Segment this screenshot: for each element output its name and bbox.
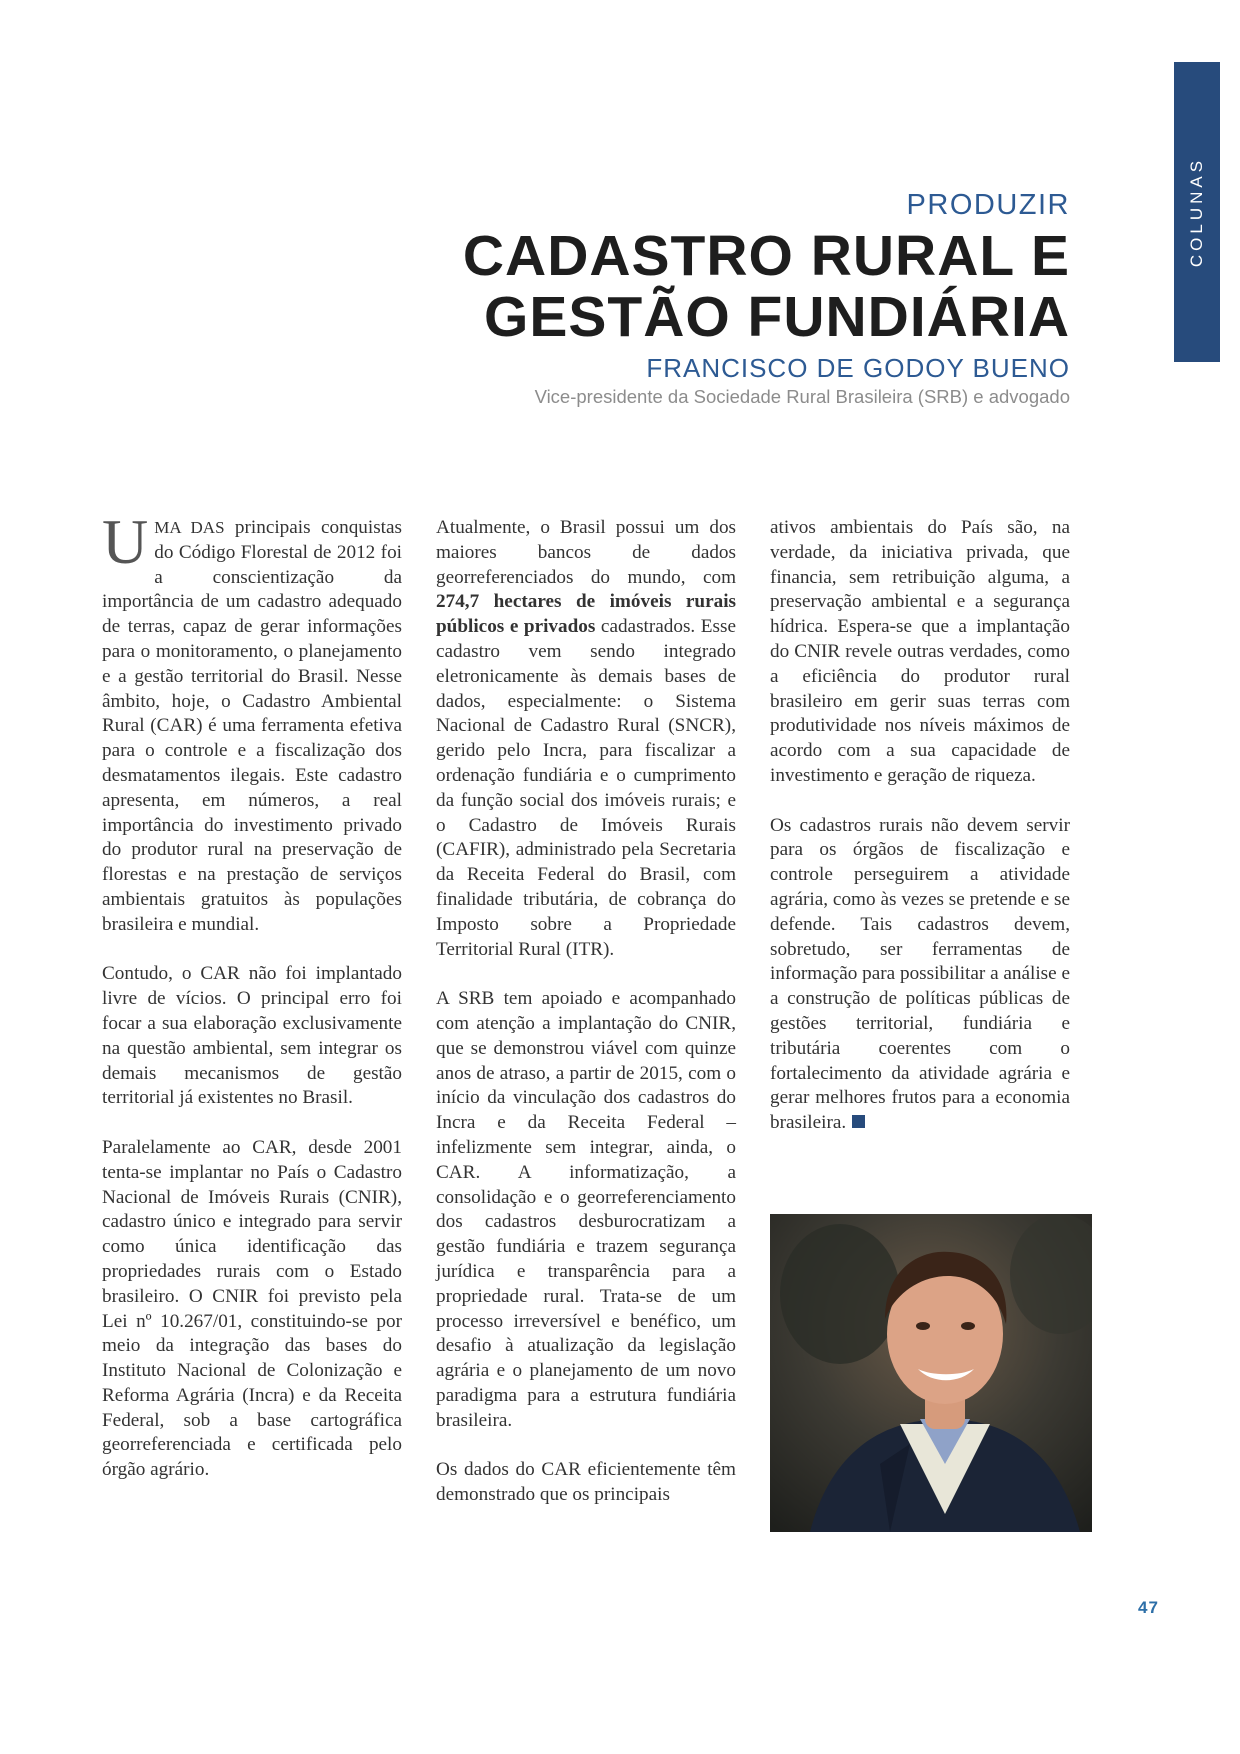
end-of-article-mark xyxy=(852,1115,865,1128)
paragraph-text: principais conquistas do Código Florestal de 2012 foi a conscientização da importância de um cadastro adequado de terras, capaz de gerar informações para o monitoramento, o planejamento e a gestão territorial do Brasil. Nesse âmbito, hoje, o Cadastro Ambiental Rural (CAR) é uma ferramenta efetiva para o controle e a fiscalização dos desmatamentos ilegais. Este cadastro apresenta, em números, a real importância do investimento privado do produtor rural na preservação de florestas e na prestação de serviços ambientais gratuitos às populações brasileira e mundial. xyxy=(102,517,402,935)
page-number: 47 xyxy=(1138,1598,1159,1617)
paragraph-text: Atualmente, o Brasil possui um dos maiores bancos de dados georreferenciados do mundo, com xyxy=(436,517,736,588)
article-column-1 xyxy=(102,506,402,1508)
paragraph: A SRB tem apoiado e acompanhado com atenção a implantação do CNIR, que se demonstrou viável com quinze anos de atraso, a partir de 2015, com o início da vinculação dos cadastros do Incra e da Receita Federal – infelizmente sem integrar, ainda, o CAR. A informatização, a consolidação e o georreferenciamento dos cadastros desburocratizam a gestão fundiária e trazem segurança jurídica e transparência para a propriedade rural. Trata-se de um processo irreversível e benéfico, um desafio à atualização da legislação agrária e o planejamento de um novo paradigma para a estrutura fundiária brasileira. xyxy=(436,988,736,1431)
author-portrait-illustration xyxy=(770,1214,1092,1532)
paragraph-text: cadastrados. Esse cadastro vem sendo integrado eletronicamente às demais bases de dados, especialmente: o Sistema Nacional de Cadastro Rural (SNCR), gerido pelo Incra, para fiscalizar a ordenação fundiária e o cumprimento da função social dos imóveis rurais; e o Cadastro de Imóveis Rurais (CAFIR), administrado pela Secretaria da Receita Federal do Brasil, com finalidade tributária, de cobrança do Imposto sobre a Propriedade Territorial Rural (ITR). xyxy=(436,616,736,960)
paragraph: Os dados do CAR eficientemente têm demonstrado que os principais xyxy=(436,1459,736,1506)
highlight-figure: 274,7 hectares de imóveis rurais públicos e privados xyxy=(436,591,736,638)
paragraph xyxy=(770,814,1070,1136)
paragraph: Paralelamente ao CAR, desde 2001 tenta-se implantar no País o Cadastro Nacional de Imóveis Rurais (CNIR), cadastro único e integrado para servir como única identificação das propriedades rurais com o Estado brasileiro. O CNIR foi previsto pela Lei nº 10.267/01, constituindo-se por meio da integração das bases do Instituto Nacional de Colonização e Reforma Agrária (Incra) e da Receita Federal, sob a base cartográfica georreferenciada e certificada pelo órgão agrário. xyxy=(102,1136,402,1481)
author-role: Vice-presidente da Sociedade Rural Brasileira (SRB) e advogado xyxy=(534,386,1070,407)
article-title-line-1: CADASTRO RURAL E xyxy=(462,224,1070,288)
article-title-line-2: GESTÃO FUNDIÁRIA xyxy=(484,285,1070,349)
author-name: FRANCISCO DE GODOY BUENO xyxy=(646,353,1070,383)
author-photo xyxy=(770,1214,1092,1532)
paragraph xyxy=(436,516,736,962)
article-header xyxy=(463,188,1070,409)
paragraph: Contudo, o CAR não foi implantado livre de vícios. O principal erro foi focar a sua elaboração exclusivamente na questão ambiental, sem integrar os demais mecanismos de gestão territorial já existentes no Brasil. xyxy=(102,963,402,1109)
paragraph xyxy=(102,506,402,938)
section-tab xyxy=(1174,62,1220,362)
section-tab-label: COLUNAS xyxy=(1187,156,1206,268)
lead-in-smallcaps: MA DAS xyxy=(154,518,225,537)
article-column-2 xyxy=(436,516,736,1533)
section-kicker: PRODUZIR xyxy=(906,189,1070,221)
article-title xyxy=(463,226,1070,348)
article-column-3 xyxy=(770,516,1070,1161)
paragraph: ativos ambientais do País são, na verdade, da iniciativa privada, que financia, sem retribuição alguma, a preservação ambiental e a segurança hídrica. Espera-se que a implantação do CNIR revele outras verdades, como a eficiência do produtor rural brasileiro em gerir suas terras com produtividade nos níveis máximos de acordo com a sua capacidade de investimento e geração de riqueza. xyxy=(770,517,1070,786)
drop-cap: U xyxy=(102,506,149,577)
paragraph-text: Os cadastros rurais não devem servir para os órgãos de fiscalização e controle perseguirem a atividade agrária, como às vezes se pretende e se defende. Tais cadastros devem, sobretudo, ser ferramentas de informação para possibilitar a análise e a construção de políticas públicas de gestões territorial, fundiária e tributária coerentes com o fortalecimento da atividade agrária e gerar melhores frutos para a economia brasileira. xyxy=(770,814,1070,1134)
